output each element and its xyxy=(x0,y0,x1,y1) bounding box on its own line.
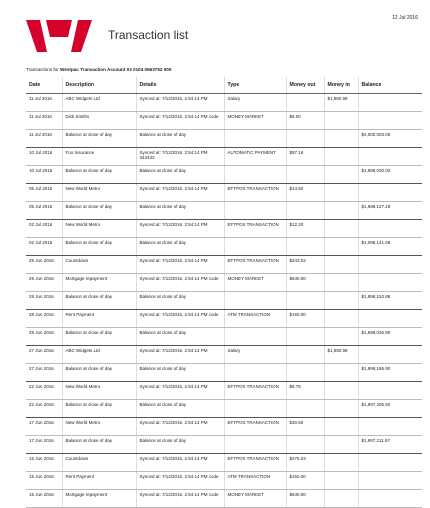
cell-date: 17 Jun 2016 xyxy=(26,436,62,454)
cell-balance xyxy=(358,472,422,490)
cell-balance: $2,000,003.00 xyxy=(358,130,422,148)
cell-money-in: $1,980.98 xyxy=(324,346,358,364)
cell-date: 05 Jul 2016 xyxy=(26,184,62,202)
cell-description: Balance at close of day xyxy=(62,328,136,346)
cell-details: Balance at close of day xyxy=(136,292,224,310)
cell-money-in xyxy=(324,238,358,256)
cell-type: Salary xyxy=(224,94,286,112)
cell-balance: $1,098,141.68 xyxy=(358,238,422,256)
cell-money-in xyxy=(324,418,358,436)
cell-money-out: $8.00 xyxy=(286,112,324,130)
table-row xyxy=(26,238,422,256)
cell-description: ABC Widgets Ltd xyxy=(62,346,136,364)
cell-date: 27 Jun 2016 xyxy=(26,346,62,364)
cell-date: 28 Jun 2016 xyxy=(26,310,62,328)
cell-details: Synced at: 7/12/2016, 2:54:14 PM xyxy=(136,220,224,238)
cell-balance xyxy=(358,490,422,508)
table-header-row xyxy=(26,77,422,94)
cell-money-in xyxy=(324,112,358,130)
cell-money-out xyxy=(286,328,324,346)
table-row xyxy=(26,130,422,148)
table-row xyxy=(26,94,422,112)
cell-description: Countdown xyxy=(62,256,136,274)
cell-description: Balance at close of day xyxy=(62,364,136,382)
cell-type xyxy=(224,202,286,220)
cell-details: Synced at: 7/12/2016, 2:54:14 PM xyxy=(136,418,224,436)
cell-type: EFTPOS TRANSACTION xyxy=(224,418,286,436)
cell-details: Synced at: 7/12/2016, 2:54:14 PM code xyxy=(136,472,224,490)
cell-balance xyxy=(358,454,422,472)
cell-type: EFTPOS TRANSACTION xyxy=(224,220,286,238)
cell-balance: $1,999,186.90 xyxy=(358,364,422,382)
cell-description: New World Metro xyxy=(62,418,136,436)
cell-date: 02 Jul 2016 xyxy=(26,220,62,238)
cell-money-in xyxy=(324,436,358,454)
table-row xyxy=(26,202,422,220)
statement-date: 12 Jul 2016 xyxy=(392,15,418,21)
cell-type: MONEY MARKET xyxy=(224,490,286,508)
cell-description: New World Metro xyxy=(62,382,136,400)
cell-money-in xyxy=(324,364,358,382)
cell-description: ABC Widgets Ltd xyxy=(62,94,136,112)
cell-description: Balance at close of day xyxy=(62,400,136,418)
cell-balance xyxy=(358,148,422,166)
cell-money-out: $14.50 xyxy=(286,184,324,202)
cell-money-in xyxy=(324,454,358,472)
cell-type: EFTPOS TRANSACTION xyxy=(224,184,286,202)
cell-details: Balance at close of day xyxy=(136,202,224,220)
cell-details: Synced at: 7/12/2016, 2:54:14 PM xyxy=(136,382,224,400)
table-row xyxy=(26,436,422,454)
cell-balance xyxy=(358,94,422,112)
cell-balance xyxy=(358,274,422,292)
account-prefix: Transactions for xyxy=(26,67,59,72)
cell-date: 10 Jul 2016 xyxy=(26,166,62,184)
cell-description: Balance at close of day xyxy=(62,202,136,220)
cell-description: New World Metro xyxy=(62,184,136,202)
table-row xyxy=(26,112,422,130)
cell-money-out xyxy=(286,94,324,112)
col-header-date: Date xyxy=(26,77,62,94)
cell-type xyxy=(224,238,286,256)
table-row xyxy=(26,454,422,472)
cell-balance xyxy=(358,382,422,400)
cell-balance: $1,997,211.67 xyxy=(358,436,422,454)
cell-details: Balance at close of day xyxy=(136,130,224,148)
cell-balance xyxy=(358,256,422,274)
cell-money-in: $1,980.98 xyxy=(324,94,358,112)
cell-money-out: $150.00 xyxy=(286,310,324,328)
table-row xyxy=(26,148,422,166)
cell-money-out xyxy=(286,238,324,256)
page-title: Transaction list xyxy=(108,28,189,42)
cell-details: Balance at close of day xyxy=(136,436,224,454)
cell-type: ATM TRANSACTION xyxy=(224,310,286,328)
cell-details: Balance at close of day xyxy=(136,364,224,382)
cell-description: Balance at close of day xyxy=(62,436,136,454)
cell-type xyxy=(224,292,286,310)
col-header-balance: Balance xyxy=(358,77,422,94)
cell-money-in xyxy=(324,256,358,274)
cell-money-out xyxy=(286,166,324,184)
cell-description: Rent Payment xyxy=(62,472,136,490)
cell-money-out: $640.00 xyxy=(286,274,324,292)
cell-type xyxy=(224,166,286,184)
cell-money-in xyxy=(324,382,358,400)
table-row xyxy=(26,418,422,436)
cell-money-out: $30.60 xyxy=(286,418,324,436)
cell-money-out: $275.03 xyxy=(286,454,324,472)
cell-description: Mortgage repayment xyxy=(62,274,136,292)
cell-details: Synced at: 7/12/2016, 2:54:14 PM 343433 xyxy=(136,148,224,166)
cell-money-in xyxy=(324,184,358,202)
cell-description: Balance at close of day xyxy=(62,238,136,256)
cell-type xyxy=(224,436,286,454)
cell-description: Foo Insurance xyxy=(62,148,136,166)
col-header-money-out: Money out xyxy=(286,77,324,94)
cell-money-out xyxy=(286,292,324,310)
cell-type xyxy=(224,130,286,148)
table-row xyxy=(26,310,422,328)
cell-date: 02 Jul 2016 xyxy=(26,238,62,256)
cell-date: 15 Jun 2016 xyxy=(26,490,62,508)
cell-money-in xyxy=(324,130,358,148)
cell-money-in xyxy=(324,292,358,310)
table-row xyxy=(26,472,422,490)
cell-money-in xyxy=(324,166,358,184)
col-header-description: Description xyxy=(62,77,136,94)
cell-details: Synced at: 7/12/2016, 2:54:14 PM xyxy=(136,184,224,202)
cell-type: EFTPOS TRANSACTION xyxy=(224,454,286,472)
cell-balance xyxy=(358,310,422,328)
cell-money-in xyxy=(324,148,358,166)
cell-money-out xyxy=(286,130,324,148)
transaction-table xyxy=(26,77,422,508)
cell-balance: $1,898,153.88 xyxy=(358,292,422,310)
cell-details: Balance at close of day xyxy=(136,238,224,256)
cell-details: Synced at: 7/12/2016, 2:54:14 PM xyxy=(136,454,224,472)
cell-balance xyxy=(358,220,422,238)
cell-balance: $1,999,036.90 xyxy=(358,328,422,346)
cell-type: EFTPOS TRANSACTION xyxy=(224,256,286,274)
cell-date: 05 Jul 2016 xyxy=(26,202,62,220)
cell-balance: $1,997,205.92 xyxy=(358,400,422,418)
cell-date: 22 Jun 2016 xyxy=(26,400,62,418)
cell-type xyxy=(224,328,286,346)
cell-details: Balance at close of day xyxy=(136,166,224,184)
cell-money-in xyxy=(324,202,358,220)
cell-date: 15 Jun 2016 xyxy=(26,472,62,490)
cell-details: Balance at close of day xyxy=(136,400,224,418)
table-row xyxy=(26,166,422,184)
cell-description: Rent Payment xyxy=(62,310,136,328)
cell-balance xyxy=(358,112,422,130)
account-line xyxy=(26,67,171,72)
table-row xyxy=(26,292,422,310)
cell-description: Balance at close of day xyxy=(62,130,136,148)
col-header-money-in: Money in xyxy=(324,77,358,94)
cell-details: Synced at: 7/12/2016, 2:54:14 PM xyxy=(136,256,224,274)
table-row xyxy=(26,256,422,274)
cell-money-out: $5.75 xyxy=(286,382,324,400)
cell-date: 11 Jul 2016 xyxy=(26,130,62,148)
cell-date: 17 Jun 2016 xyxy=(26,418,62,436)
cell-details: Synced at: 7/12/2016, 2:54:14 PM code xyxy=(136,310,224,328)
cell-type: MONEY MARKET xyxy=(224,112,286,130)
col-header-details: Details xyxy=(136,77,224,94)
cell-money-in xyxy=(324,328,358,346)
cell-money-out xyxy=(286,346,324,364)
logo-middle-shape xyxy=(46,20,72,37)
cell-money-out: $640.00 xyxy=(286,490,324,508)
table-row xyxy=(26,328,422,346)
account-name: Westpac Transaction Account 03 0104 0663752 000 xyxy=(60,67,172,72)
col-header-type: Type xyxy=(224,77,286,94)
cell-type xyxy=(224,364,286,382)
cell-details: Synced at: 7/12/2016, 2:54:14 PM code xyxy=(136,112,224,130)
cell-money-out: $243.02 xyxy=(286,256,324,274)
cell-details: Synced at: 7/12/2016, 2:54:14 PM xyxy=(136,346,224,364)
cell-money-out: $150.00 xyxy=(286,472,324,490)
cell-type: Salary xyxy=(224,346,286,364)
cell-balance xyxy=(358,184,422,202)
cell-money-out: $12.20 xyxy=(286,220,324,238)
cell-date: 29 Jun 2016 xyxy=(26,274,62,292)
table-row xyxy=(26,400,422,418)
table-row xyxy=(26,220,422,238)
table-row xyxy=(26,346,422,364)
cell-type: MONEY MARKET xyxy=(224,274,286,292)
cell-date: 28 Jun 2016 xyxy=(26,328,62,346)
cell-date: 29 Jun 2016 xyxy=(26,256,62,274)
cell-money-in xyxy=(324,310,358,328)
cell-date: 29 Jun 2016 xyxy=(26,292,62,310)
cell-type xyxy=(224,400,286,418)
cell-money-in xyxy=(324,490,358,508)
cell-type: ATM TRANSACTION xyxy=(224,472,286,490)
cell-date: 27 Jun 2016 xyxy=(26,364,62,382)
table-row xyxy=(26,364,422,382)
logo-left-shape xyxy=(26,20,47,52)
table-row xyxy=(26,382,422,400)
cell-details: Synced at: 7/12/2016, 2:54:14 PM xyxy=(136,94,224,112)
cell-description: Balance at close of day xyxy=(62,292,136,310)
cell-type: EFTPOS TRANSACTION xyxy=(224,382,286,400)
cell-description: Balance at close of day xyxy=(62,166,136,184)
cell-details: Balance at close of day xyxy=(136,328,224,346)
cell-date: 11 Jul 2016 xyxy=(26,112,62,130)
cell-date: 10 Jul 2016 xyxy=(26,148,62,166)
cell-description: New World Metro xyxy=(62,220,136,238)
cell-balance: $1,998,030.02 xyxy=(358,166,422,184)
cell-money-out xyxy=(286,400,324,418)
cell-money-out xyxy=(286,364,324,382)
cell-money-in xyxy=(324,400,358,418)
cell-date: 15 Jun 2016 xyxy=(26,454,62,472)
cell-money-out: $97.16 xyxy=(286,148,324,166)
cell-details: Synced at: 7/12/2016, 2:54:14 PM code xyxy=(136,274,224,292)
table-row xyxy=(26,274,422,292)
table-row xyxy=(26,184,422,202)
cell-date: 11 Jul 2016 xyxy=(26,94,62,112)
cell-description: Dick Smiths xyxy=(62,112,136,130)
cell-money-out xyxy=(286,436,324,454)
cell-description: Countdown xyxy=(62,454,136,472)
cell-balance xyxy=(358,418,422,436)
cell-money-in xyxy=(324,472,358,490)
cell-money-in xyxy=(324,220,358,238)
cell-balance xyxy=(358,346,422,364)
westpac-logo xyxy=(26,20,92,52)
cell-date: 22 Jun 2016 xyxy=(26,382,62,400)
cell-money-in xyxy=(324,274,358,292)
cell-type: AUTOMATIC PAYMENT xyxy=(224,148,286,166)
cell-description: Mortgage repayment xyxy=(62,490,136,508)
table-row xyxy=(26,490,422,508)
cell-details: Synced at: 7/12/2016, 2:54:14 PM code xyxy=(136,490,224,508)
logo-right-shape xyxy=(71,20,92,52)
cell-money-out xyxy=(286,202,324,220)
cell-balance: $1,998,127.18 xyxy=(358,202,422,220)
